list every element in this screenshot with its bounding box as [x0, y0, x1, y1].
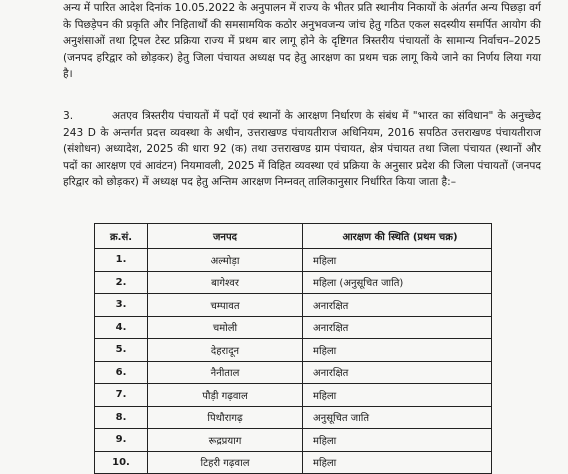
- row-status: अनारक्षित: [303, 361, 492, 384]
- row-serial: 2.: [95, 271, 148, 294]
- row-district: टिहरी गढ़वाल: [148, 451, 303, 474]
- row-district: रूद्रप्रयाग: [148, 429, 303, 452]
- row-status: अनारक्षित: [303, 294, 492, 317]
- row-district: चमोली: [148, 316, 303, 339]
- row-status: महिला: [303, 384, 492, 407]
- row-district: बागेश्वर: [148, 271, 303, 294]
- paragraph-3-text: अतएव त्रिस्तरीय पंचायतों में पदों एवं स्थानों के आरक्षण निर्धारण के संबंध में "भारत का संविधान" के अनुच्छेद 243 D के अन्तर्गत प्रदत्त व्यवस्था के अधीन, उत्तराखण्ड पंचायतीराज अधिनियम, 2016 सपठित उत्तराखण्ड पंचायतीराज (संशोधन) अध्यादेश, 2025 की धारा 92 (क) तथा उत्तराखण्ड ग्राम पंचायत, क्षेत्र पंचायत तथा जिला पंचायत (स्थानों और पदों का आरक्षण एवं आवंटन) नियमावली, 2025 में विहित व्यवस्था एवं प्रक्रिया के अनुसार प्रदेश की जिला पंचायतों (जनपद हरिद्वार को छोड़कर) में अध्यक्ष पद हेतु अन्तिम आरक्षण निम्नवत् तालिकानुसार निर्धारित किया जाता है:–: [63, 110, 541, 189]
- row-district: अल्मोड़ा: [148, 249, 303, 272]
- table-row: [95, 316, 492, 339]
- row-district: चम्पावत: [148, 294, 303, 317]
- header-serial: क्र.सं.: [95, 224, 148, 249]
- row-serial: 1.: [95, 249, 148, 272]
- row-status: महिला: [303, 249, 492, 272]
- row-status: महिला: [303, 339, 492, 362]
- row-status: महिला (अनुसूचित जाति): [303, 271, 492, 294]
- row-status: अनारक्षित: [303, 316, 492, 339]
- table-row: [95, 451, 492, 474]
- row-status: अनुसूचित जाति: [303, 406, 492, 429]
- table-row: [95, 249, 492, 272]
- row-status: महिला: [303, 451, 492, 474]
- paragraph-3-number: 3.: [63, 110, 74, 122]
- table-row: [95, 339, 492, 362]
- reservation-table: [94, 223, 492, 474]
- row-serial: 6.: [95, 361, 148, 384]
- table-row: [95, 429, 492, 452]
- row-district: नैनीताल: [148, 361, 303, 384]
- table-row: [95, 384, 492, 407]
- row-serial: 9.: [95, 429, 148, 452]
- header-district: जनपद: [148, 224, 303, 249]
- row-serial: 8.: [95, 406, 148, 429]
- table-header-row: [95, 224, 492, 249]
- row-serial: 4.: [95, 316, 148, 339]
- table-row: [95, 406, 492, 429]
- row-district: पिथौरागढ़: [148, 406, 303, 429]
- row-serial: 7.: [95, 384, 148, 407]
- row-serial: 10.: [95, 451, 148, 474]
- row-district: पौड़ी गढ़वाल: [148, 384, 303, 407]
- row-district: देहरादून: [148, 339, 303, 362]
- table-row: [95, 361, 492, 384]
- row-status: महिला: [303, 429, 492, 452]
- table-row: [95, 271, 492, 294]
- table-row: [95, 294, 492, 317]
- row-serial: 5.: [95, 339, 148, 362]
- header-status: आरक्षण की स्थिति (प्रथम चक्र): [303, 224, 492, 249]
- paragraph-1: अन्य में पारित आदेश दिनांक 10.05.2022 के अनुपालन में राज्य के भीतर प्रति स्थानीय निकायों के अंतर्गत अन्य पिछड़ा वर्ग के पिछड़ेपन की प्रकृति और निहितार्थों की समसामयिक कठोर अनुभवजन्य जांच हेतु गठित एकल सदस्यीय समर्पित आयोग की अनुशंसाओं तथा ट्रिपल टेस्ट प्रक्रिया राज्य में प्रथम बार लागू होने के दृष्टिगत त्रिस्तरीय पंचायतों के सामान्य निर्वाचन–2025 (जनपद हरिद्वार को छोड़कर) हेतु जिला पंचायत अध्यक्ष पद हेतु आरक्षण का प्रथम चक्र लागू किये जाने का निर्णय लिया गया है।: [63, 2, 541, 81]
- row-serial: 3.: [95, 294, 148, 317]
- paragraph-3: [63, 108, 541, 191]
